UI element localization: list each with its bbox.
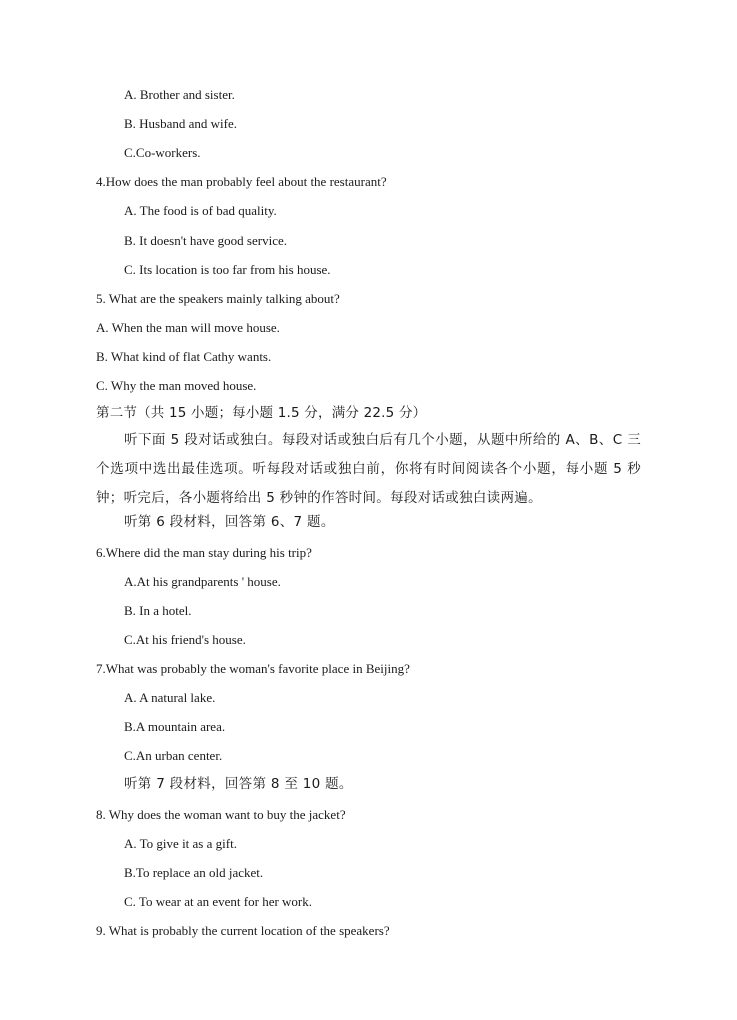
q8-question: 8. Why does the woman want to buy the jacket?: [96, 807, 346, 822]
instruction-8-10: 听第 7 段材料，回答第 8 至 10 题。: [124, 776, 353, 792]
q7-option-a: A. A natural lake.: [124, 690, 216, 705]
q6-question: 6.Where did the man stay during his trip?: [96, 545, 312, 560]
q6-option-b: B. In a hotel.: [124, 603, 192, 618]
q6-option-c: C.At his friend's house.: [124, 632, 246, 647]
section-directions: 听下面 5 段对话或独白。每段对话或独白后有几个小题，从题中所给的 A、B、C 三个选项中选出最佳选项。听每段对话或独白前，你将有时间阅读各个小题，每小题 5 秒钟；听完后，各小题将给出 5 秒钟的作答时间。每段对话或独白读两遍。: [96, 432, 641, 506]
q5-option-b: B. What kind of flat Cathy wants.: [96, 349, 272, 364]
q4-option-b: B. It doesn't have good service.: [124, 233, 287, 248]
q8-option-c: C. To wear at an event for her work.: [124, 894, 313, 909]
q5-option-c: C. Why the man moved house.: [96, 378, 257, 393]
q3-option-a: A. Brother and sister.: [124, 87, 235, 102]
q3-option-c: C.Co-workers.: [124, 145, 201, 160]
section-heading: 第二节（共 15 小题；每小题 1.5 分，满分 22.5 分）: [96, 405, 427, 421]
q6-option-a: A.At his grandparents ' house.: [124, 574, 281, 589]
q4-question: 4.How does the man probably feel about the restaurant?: [96, 174, 387, 189]
q4-option-c: C. Its location is too far from his house.: [124, 262, 331, 277]
q3-option-b: B. Husband and wife.: [124, 116, 238, 131]
instruction-6-7: 听第 6 段材料，回答第 6、7 题。: [124, 514, 335, 530]
q7-option-b: B.A mountain area.: [124, 719, 226, 734]
q7-question: 7.What was probably the woman's favorite place in Beijing?: [96, 661, 410, 676]
q5-option-a: A. When the man will move house.: [96, 320, 280, 335]
q8-option-b: B.To replace an old jacket.: [124, 865, 264, 880]
q4-option-a: A. The food is of bad quality.: [124, 203, 277, 218]
q7-option-c: C.An urban center.: [124, 748, 223, 763]
q9-question: 9. What is probably the current location of the speakers?: [96, 923, 390, 938]
q5-question: 5. What are the speakers mainly talking about?: [96, 291, 340, 306]
q8-option-a: A. To give it as a gift.: [124, 836, 237, 851]
